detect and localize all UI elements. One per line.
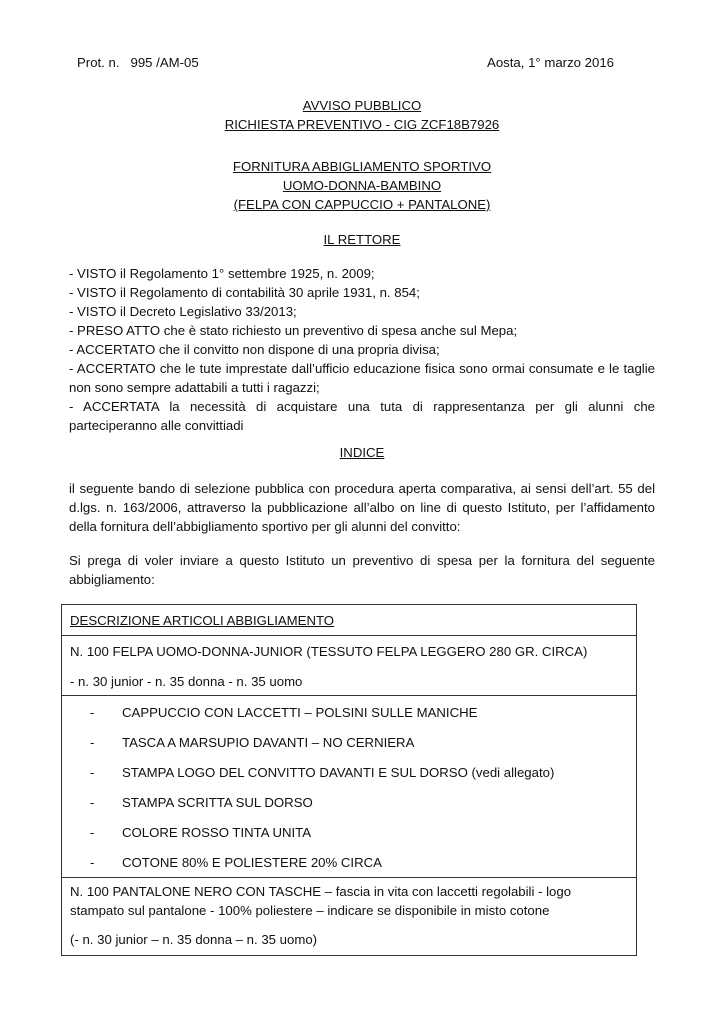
document-header	[77, 52, 614, 72]
supply-subject-line-3: (FELPA CON CAPPUCCIO + PANTALONE)	[233, 197, 491, 212]
supply-subject-line-2: UOMO-DONNA-BAMBINO	[282, 178, 442, 193]
considerations-list	[69, 264, 655, 435]
consideration-item: - PRESO ATTO che è stato richiesto un preventivo di spesa anche sul Mepa;	[69, 323, 518, 338]
table-row-felpa-features	[62, 696, 636, 878]
bullet-dash: -	[90, 855, 95, 870]
section-heading-indice: INDICE	[339, 445, 385, 460]
feature-text: COLORE ROSSO TINTA UNITA	[122, 825, 312, 840]
consideration-item: - VISTO il Regolamento 1° settembre 1925, n. 2009;	[69, 266, 375, 281]
bullet-dash: -	[90, 765, 95, 780]
list-item	[70, 763, 628, 793]
protocol-number: Prot. n. 995 /AM-05	[77, 54, 199, 70]
consideration-item: - VISTO il Decreto Legislativo 33/2013;	[69, 304, 297, 319]
notice-title	[0, 96, 724, 134]
supply-subject-line-1: FORNITURA ABBIGLIAMENTO SPORTIVO	[232, 159, 492, 174]
bullet-dash: -	[90, 795, 95, 810]
table-header: DESCRIZIONE ARTICOLI ABBIGLIAMENTO	[62, 605, 636, 636]
request-paragraph: Si prega di voler inviare a questo Istituto un preventivo di spesa per la fornitura del seguente abbigliamento:	[69, 553, 655, 587]
table-row-felpa	[62, 636, 636, 696]
list-item	[70, 733, 628, 763]
pantalone-quantities: (- n. 30 junior – n. 35 donna – n. 35 uomo)	[70, 932, 318, 947]
notice-title-line-2: RICHIESTA PREVENTIVO - CIG ZCF18B7926	[224, 117, 500, 132]
feature-text: COTONE 80% E POLIESTERE 20% CIRCA	[122, 855, 382, 870]
list-item	[70, 823, 628, 853]
feature-text: CAPPUCCIO CON LACCETTI – POLSINI SULLE MANICHE	[122, 705, 478, 720]
list-item	[70, 703, 628, 733]
place-and-date: Aosta, 1° marzo 2016	[487, 54, 614, 70]
felpa-description: N. 100 FELPA UOMO-DONNA-JUNIOR (TESSUTO FELPA LEGGERO 280 GR. CIRCA)	[70, 644, 588, 659]
consideration-item: - ACCERTATO che le tute imprestate dall’ufficio educazione fisica sono ormai consumate e le taglie non sono sempre adattabili a tutti i ragazzi;	[69, 361, 655, 395]
bullet-dash: -	[90, 735, 95, 750]
consideration-item: - ACCERTATA la necessità di acquistare una tuta di rappresentanza per gli alunni che parteciperanno alle convittiadi	[69, 399, 655, 433]
notice-title-line-1: AVVISO PUBBLICO	[302, 98, 422, 113]
tender-paragraph: il seguente bando di selezione pubblica con procedura aperta comparativa, ai sensi dell’art. 55 del d.lgs. n. 163/2006, attraverso la pubblicazione all’albo on line di questo Istituto, per l’affidamento della fornitura dell’abbigliamento sportivo per gli alunni del convitto:	[69, 481, 655, 534]
feature-text: TASCA A MARSUPIO DAVANTI – NO CERNIERA	[122, 735, 415, 750]
consideration-item: - ACCERTATO che il convitto non dispone di una propria divisa;	[69, 342, 440, 357]
pantalone-description: N. 100 PANTALONE NERO CON TASCHE – fascia in vita con laccetti regolabili - logo stampato sul pantalone - 100% poliestere – indicare se disponibile in misto cotone	[70, 884, 572, 918]
bullet-dash: -	[90, 705, 95, 720]
consideration-item: - VISTO il Regolamento di contabilità 30 aprile 1931, n. 854;	[69, 285, 420, 300]
authority-heading: IL RETTORE	[323, 232, 401, 247]
feature-text: STAMPA SCRITTA SUL DORSO	[122, 795, 313, 810]
clothing-items-table	[61, 604, 637, 956]
feature-text: STAMPA LOGO DEL CONVITTO DAVANTI E SUL DORSO (vedi allegato)	[122, 765, 555, 780]
list-item	[70, 793, 628, 823]
felpa-quantities: - n. 30 junior - n. 35 donna - n. 35 uomo	[70, 674, 303, 689]
supply-subject	[0, 157, 724, 214]
table-row-pantalone	[62, 878, 636, 955]
bullet-dash: -	[90, 825, 95, 840]
